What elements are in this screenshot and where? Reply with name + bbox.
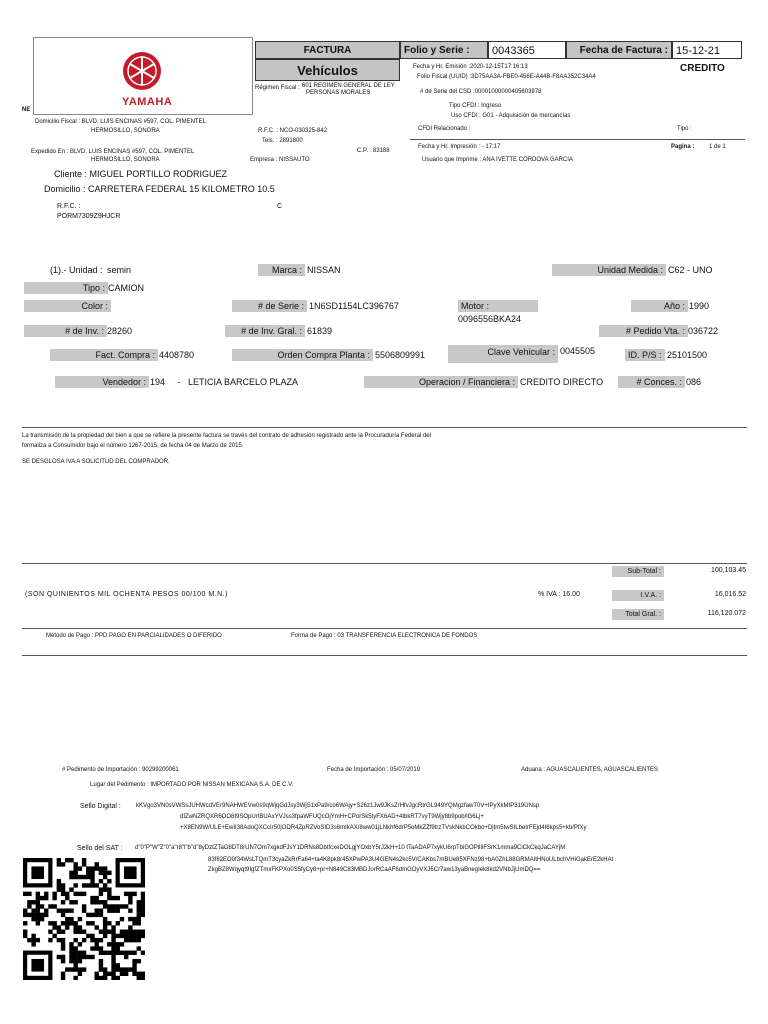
folio-label: Folio y Serie : [400, 41, 488, 59]
cliente-rfc-value: PORM7309Z9HJCR [57, 213, 121, 220]
motor-label: Motor : [458, 300, 538, 312]
brand-name: YAMAHA [122, 96, 173, 108]
inv-gral-value: 61839 [307, 326, 333, 336]
sello-digital-label: Sello Digital : [80, 803, 121, 810]
legal-line-1: La transmisión de la propiedad del bien a que se refiere la presente factura se través del contrato de adhesión registrado ante la Procuraduría Federal del [22, 433, 431, 439]
sello-sat-3: ZkgBZ8Wqyqt9IgfZTmxFKPXo0S5fyCy8+pr+N849C83MBDJorRCaAF6dmGOyVXJ6Cr7aw13yaBnegIek8kd2VNbJjUmDQ== [208, 867, 541, 873]
usuario-imprime: Usuario que Imprime : ANA IVETTE CORDOVA GARCIA [422, 157, 573, 163]
tipo-label: Tipo : [677, 126, 692, 132]
clave-vehicular-label: Clave Vehicular : [448, 345, 558, 363]
marca-value: NISSAN [307, 265, 341, 275]
amount-in-words: (SON QUINIENTOS MIL OCHENTA PESOS 00/100 M.N.) [25, 591, 228, 598]
totals-divider-bottom [22, 628, 747, 629]
sello-sat-1: d"0"P"W"Z"0"a"r8"l"b"d"8yDztZTaO8DT8rUN7Om7xgkdFJsY1DRNs8DbtfcxeDOLgjYOxbY5rJ2kH+10 tTaADAP7xykU6rpTbiGOPllIiFSrK1mma9CiCkCkqJaCAYjM [135, 845, 566, 851]
totals-divider-top [22, 563, 747, 564]
rfc-emisor: R.F.C. : NCO-030325-842 [258, 128, 328, 134]
id-ps-value: 25101500 [667, 350, 708, 360]
vehicle-divider [22, 427, 747, 428]
payment-type: CREDITO [680, 63, 725, 74]
conces-label: # Conces. : [618, 376, 685, 388]
anio-label: Año : [631, 300, 688, 312]
sello-sat-2: 83f62EO0f34WsLTQmT3cyaZkRrFa64+ta4K8pk8r45XPwPA3U4GEN4s2kc5V/CAKbs7mBUe85XFNz98+bA0ZhL88GRMAItHNoULbchVHiGakErE2kHAt [208, 857, 614, 863]
tipo-vehiculo-value: CAMION [108, 283, 144, 293]
subtotal-value: 100,103.45 [710, 567, 746, 574]
yamaha-logo-icon [122, 51, 162, 91]
inv-gral-label: # de Inv. Gral. : [225, 325, 305, 337]
tels: Tels. : 2891800 [262, 138, 303, 144]
motor-value: 0096556BKA24 [458, 314, 522, 324]
sello-digital-3: +X8EN9W/ULE+EwII38AdoQXCcIr50jODR4ZpRZVoSID3s6mIkAX/8ww01jLNkhf6drP5oMkZZf9trzTVskNkbCOkbo+Djtm5twSILbeIrFEjd4I6kps5+kb/PfXy [180, 825, 587, 831]
marca-label: Marca : [258, 264, 305, 276]
fecha-value: 15-12-21 [672, 41, 742, 59]
expedido-1: Expedido En : BLVD. LUIS ENCINAS #597, COL. PIMENTEL [31, 149, 195, 155]
serie-value: 1N6SD1154LC396767 [309, 301, 399, 311]
id-ps-label: ID. P/S : [625, 349, 665, 361]
qr-code-icon [23, 858, 145, 980]
cliente-c: C [277, 203, 283, 210]
doc-subtitle: Vehículos [255, 59, 400, 81]
total-label: Total Gral. : [612, 609, 664, 620]
orden-compra-value: 5506809991 [375, 350, 426, 360]
iva-value: 16,016.52 [714, 591, 746, 598]
fecha-emision: Fecha y Hr. Emisión :2020-12-15T17:16:13 [413, 64, 528, 70]
folio-fiscal: Folio Fiscal (UUID) :3D75AA3A-FBE0-456E-A44B-F8AA352C34A4 [417, 74, 596, 80]
legal-line-3: SE DESGLOSA IVA A SOLICITUD DEL COMPRADOR. [22, 459, 170, 465]
regimen-value-2: PERSONAS MORALES [306, 90, 371, 96]
fact-compra-value: 4408780 [159, 350, 195, 360]
fecha-importacion: Fecha de Importación : 05/07/2019 [327, 767, 421, 773]
margin-mark: NE [22, 107, 31, 113]
color-label: Color : [24, 300, 111, 312]
codigo-postal: C.P. : 83188 [357, 148, 390, 154]
cliente-rfc-label: R.F.C. : [57, 203, 81, 210]
doc-type: FACTURA [255, 41, 400, 59]
legal-line-2: formaliza a Consumidor bajo el número 1267-2015, de fecha 04 de Marzo de 2015. [22, 443, 244, 449]
fact-compra-label: Fact. Compra : [50, 349, 158, 361]
serie-label: # de Serie : [232, 300, 307, 312]
unidad-value: semin [107, 265, 132, 275]
total-value: 116,120.072 [707, 610, 746, 617]
sello-sat-label: Sello del SAT : [77, 845, 123, 852]
aduana: Aduana : AGUASCALIENTES, AGUASCALIENTES [521, 767, 659, 773]
uso-cfdi: Uso CFDI : G01 - Adquisición de mercancías [451, 113, 571, 119]
cliente-domicilio: Domicilio : CARRETERA FEDERAL 15 KILOMETRO 10.5 [44, 184, 275, 194]
conces-value: 086 [686, 377, 702, 387]
inv-label: # de Inv. : [24, 325, 107, 337]
empresa: Empresa : NISSAUTO [250, 157, 310, 163]
fecha-impresion: Fecha y Hr. Impresión : - 17:17 [418, 144, 501, 150]
pedido-label: # Pedido Vta. : [599, 325, 688, 337]
sello-digital-1: kKVgo3VN0sVWSsJUHWcdVEr9NAHWEVw0s9qWjqGdJsy3WjS1xPa9/co6WAjy+S26z1Jw9JKsZrHfvJgcRtrGL949YQMgzfawT0V+IPyXkMIP319UNsp [136, 803, 540, 809]
regimen-value-1: 601 REGIMEN GENERAL DE LEY [302, 83, 395, 89]
serie-csd: # de Serie del CSD :00001000000405603978 [420, 89, 542, 95]
orden-compra-label: Orden Compra Planta : [232, 349, 373, 361]
payment-divider [22, 655, 747, 656]
logo-box [33, 37, 253, 115]
domicilio-fiscal-2: HERMOSILLO, SONORA [91, 128, 160, 134]
cliente: Cliente : MIGUEL PORTILLO RODRIGUEZ [54, 169, 228, 179]
clave-vehicular-value: 0045505 [560, 346, 596, 356]
unidad-medida-value: C62 - UNO [668, 265, 713, 275]
iva-label: I.V.A. : [612, 590, 664, 601]
forma-pago: Forma de Pago : 03 TRANSFERENCIA ELECTRONICA DE FONDOS [291, 633, 478, 639]
pagina-label: Pagina : [671, 144, 695, 150]
operacion-label: Operacion / Financiera : [364, 376, 518, 388]
pagina-value: 1 de 1 [709, 144, 726, 150]
pedido-value: 036722 [688, 326, 719, 336]
inv-value: 28260 [107, 326, 133, 336]
unidad-medida-label: Unidad Medida : [552, 264, 666, 276]
pedimento: # Pedimento de Importación : 90299200061 [62, 767, 179, 773]
header-divider [410, 139, 745, 140]
vendedor-value: 194 - LETICIA BARCELO PLAZA [150, 377, 299, 387]
fecha-label: Fecha de Factura : [566, 41, 672, 59]
operacion-value: CREDITO DIRECTO [520, 377, 604, 387]
unidad-label: (1).- Unidad : [50, 265, 103, 275]
metodo-pago: Método de Pago : PPD PAGO EN PARCIALIDADES O DIFERIDO [46, 633, 222, 639]
cfdi-relacionado: CFDI Relacionado : [418, 126, 471, 132]
regimen-label: Régimen Fiscal : [255, 85, 300, 91]
expedido-2: HERMOSILLO, SONORA [91, 157, 160, 163]
folio-value: 0043365 [488, 41, 566, 59]
vendedor-label: Vendedor : [55, 376, 149, 388]
lugar-pedimento: Lugar del Pedimento : IMPORTADO POR NISSAN MEXICANA S.A. DE C.V. [90, 782, 294, 788]
tipo-cfdi: Tipo CFDI : Ingreso [449, 103, 502, 109]
iva-pct: % IVA : 16.00 [538, 591, 580, 598]
domicilio-fiscal-1: Domicilio Fiscal : BLVD. LUIS ENCINAS #597, COL. PIMENTEL [35, 119, 206, 125]
tipo-vehiculo-label: Tipo : [24, 282, 108, 294]
anio-value: 1990 [689, 301, 710, 311]
sello-digital-2: dIZwNZRQXR6OO8I9SOpUrIBUAxYVJss3fpaWFUQcOjYmH+CPorSk5tyFX6AD+4IbkRT7vyT9Wjy8b9pob/lG6Lj+ [180, 814, 484, 820]
subtotal-label: Sub-Total : [612, 566, 664, 577]
